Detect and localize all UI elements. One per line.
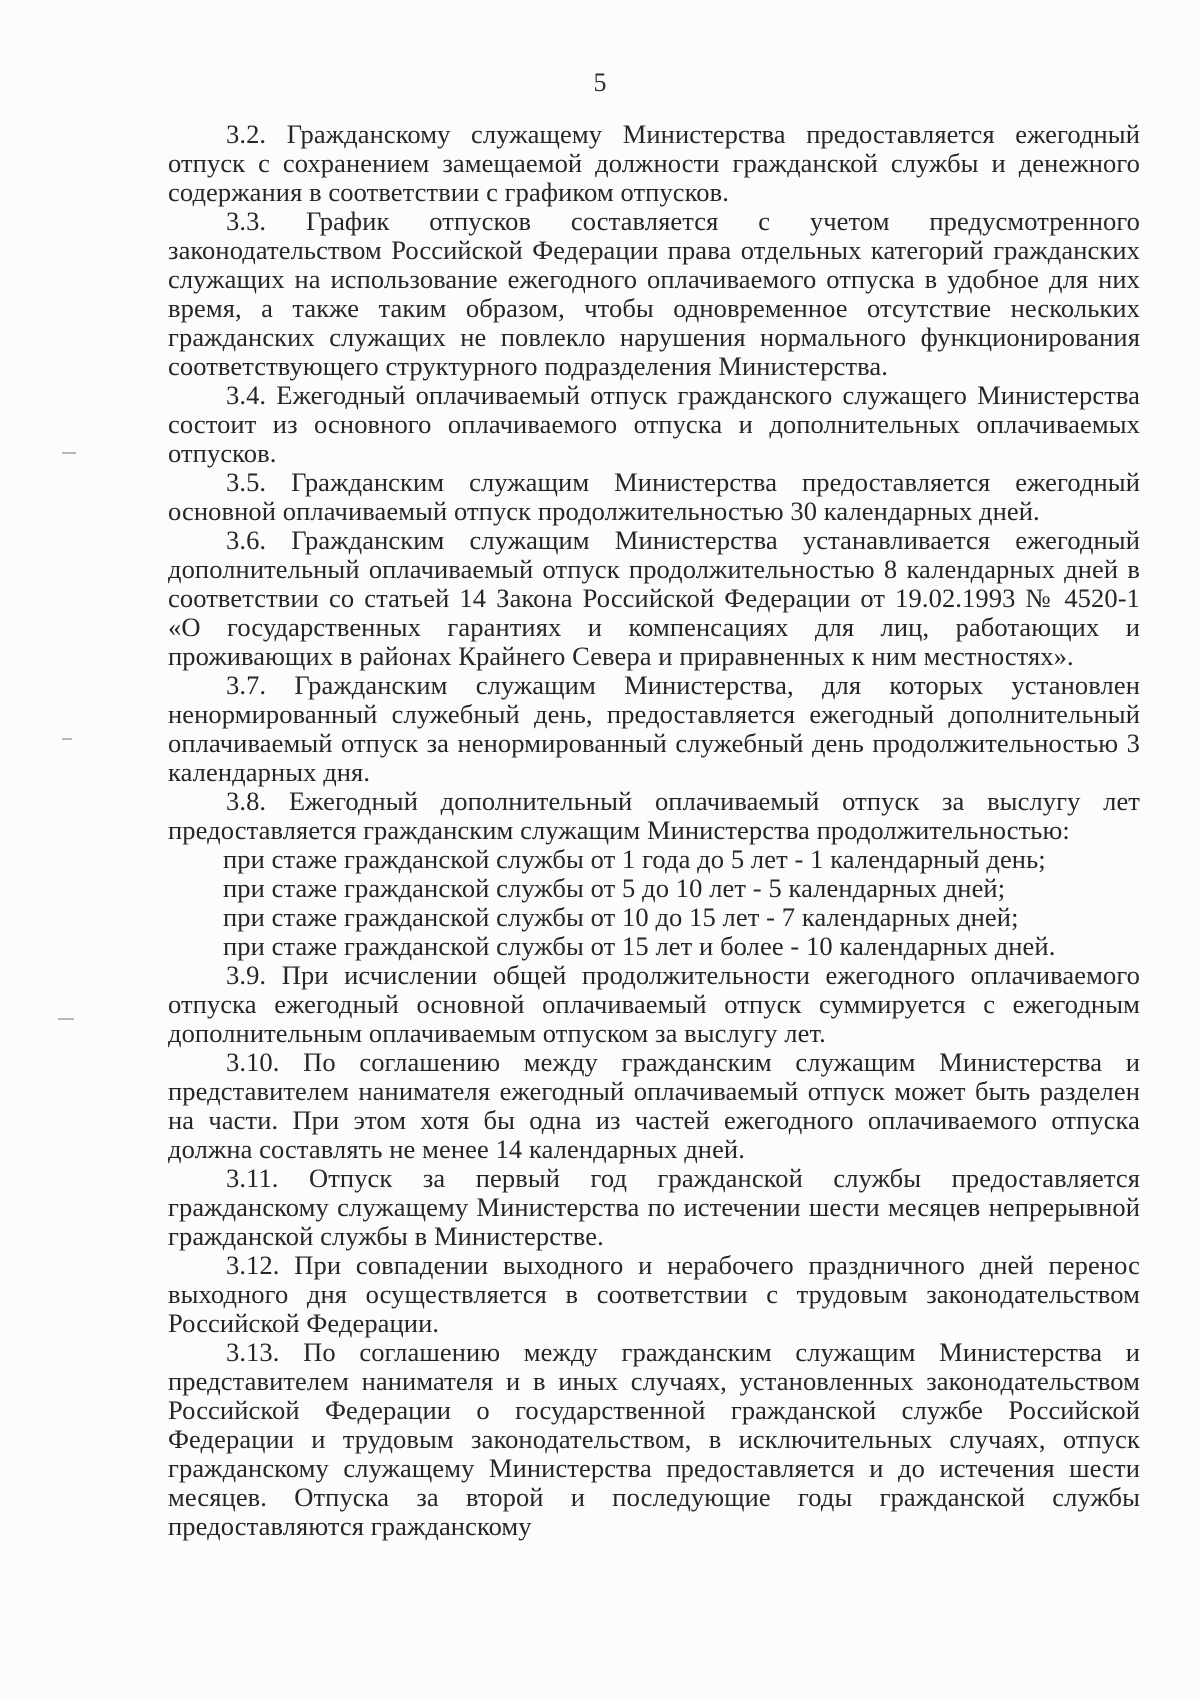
paragraph-3-10: 3.10. По соглашению между гражданским служащим Министерства и представителем нанимателя ежегодный оплачиваемый отпуск может быть разделен на части. При этом хотя бы одна из частей ежегодного оплачиваемого отпуска должна составлять не менее 14 календарных дней. bbox=[168, 1047, 1140, 1164]
paragraph-3-5: 3.5. Гражданским служащим Министерства предоставляется ежегодный основной оплачиваемый отпуск продолжительностью 30 календарных дней. bbox=[168, 467, 1140, 526]
paragraph-3-3: 3.3. График отпусков составляется с учетом предусмотренного законодательством Российской Федерации права отдельных категорий гражданских служащих на использование ежегодного оплачиваемого отпуска в удобное для них время, а также таким образом, чтобы одновременное отсутствие нескольких гражданских служащих не повлекло нарушения нормального функционирования соответствующего структурного подразделения Министерства. bbox=[168, 206, 1140, 381]
paragraph-3-7: 3.7. Гражданским служащим Министерства, для которых установлен ненормированный служебный день, предоставляется ежегодный дополнительный оплачиваемый отпуск за ненормированный служебный день продолжительностью 3 календарных дня. bbox=[168, 670, 1140, 787]
document-body bbox=[168, 120, 1140, 1541]
service-list-item: при стаже гражданской службы от 10 до 15 лет - 7 календарных дней; bbox=[223, 902, 1019, 932]
paragraph-3-11: 3.11. Отпуск за первый год гражданской службы предоставляется гражданскому служащему Министерства по истечении шести месяцев непрерывной гражданской службы в Министерстве. bbox=[168, 1163, 1140, 1251]
page-number: 5 bbox=[593, 68, 607, 97]
paragraph-3-9: 3.9. При исчислении общей продолжительности ежегодного оплачиваемого отпуска ежегодный основной оплачиваемый отпуск суммируется с ежегодным дополнительным оплачиваемым отпуском за выслугу лет. bbox=[168, 960, 1140, 1048]
paragraph-3-4: 3.4. Ежегодный оплачиваемый отпуск гражданского служащего Министерства состоит из основного оплачиваемого отпуска и дополнительных оплачиваемых отпусков. bbox=[168, 380, 1140, 468]
service-list-item: при стаже гражданской службы от 15 лет и более - 10 календарных дней. bbox=[223, 931, 1056, 961]
scan-margin-mark bbox=[58, 1018, 74, 1020]
paragraph-3-13: 3.13. По соглашению между гражданским служащим Министерства и представителем нанимателя и в иных случаях, установленных законодательством Российской Федерации о государственной гражданской службе Российской Федерации и трудовым законодательством, в исключительных случаях, отпуск гражданскому служащему Министерства предоставляется и до истечения шести месяцев. Отпуска за второй и последующие годы гражданской службы предоставляются гражданскому bbox=[168, 1337, 1140, 1541]
paragraph-3-8: 3.8. Ежегодный дополнительный оплачиваемый отпуск за выслугу лет предоставляется гражданским служащим Министерства продолжительностью: bbox=[168, 786, 1140, 845]
paragraph-3-12: 3.12. При совпадении выходного и нерабочего праздничного дней перенос выходного дня осуществляется в соответствии с трудовым законодательством Российской Федерации. bbox=[168, 1250, 1140, 1338]
paragraph-3-2: 3.2. Гражданскому служащему Министерства предоставляется ежегодный отпуск с сохранением замещаемой должности гражданской службы и денежного содержания в соответствии с графиком отпусков. bbox=[168, 119, 1140, 207]
scan-margin-mark bbox=[62, 738, 72, 740]
service-list-item: при стаже гражданской службы от 5 до 10 лет - 5 календарных дней; bbox=[223, 873, 1006, 903]
service-list-item: при стаже гражданской службы от 1 года до 5 лет - 1 календарный день; bbox=[223, 844, 1046, 874]
paragraph-3-6: 3.6. Гражданским служащим Министерства устанавливается ежегодный дополнительный оплачиваемый отпуск продолжительностью 8 календарных дней в соответствии со статьей 14 Закона Российской Федерации от 19.02.1993 № 4520-1 «О государственных гарантиях и компенсациях для лиц, работающих и проживающих в районах Крайнего Севера и приравненных к ним местностях». bbox=[168, 525, 1140, 671]
scan-margin-mark bbox=[62, 452, 76, 454]
